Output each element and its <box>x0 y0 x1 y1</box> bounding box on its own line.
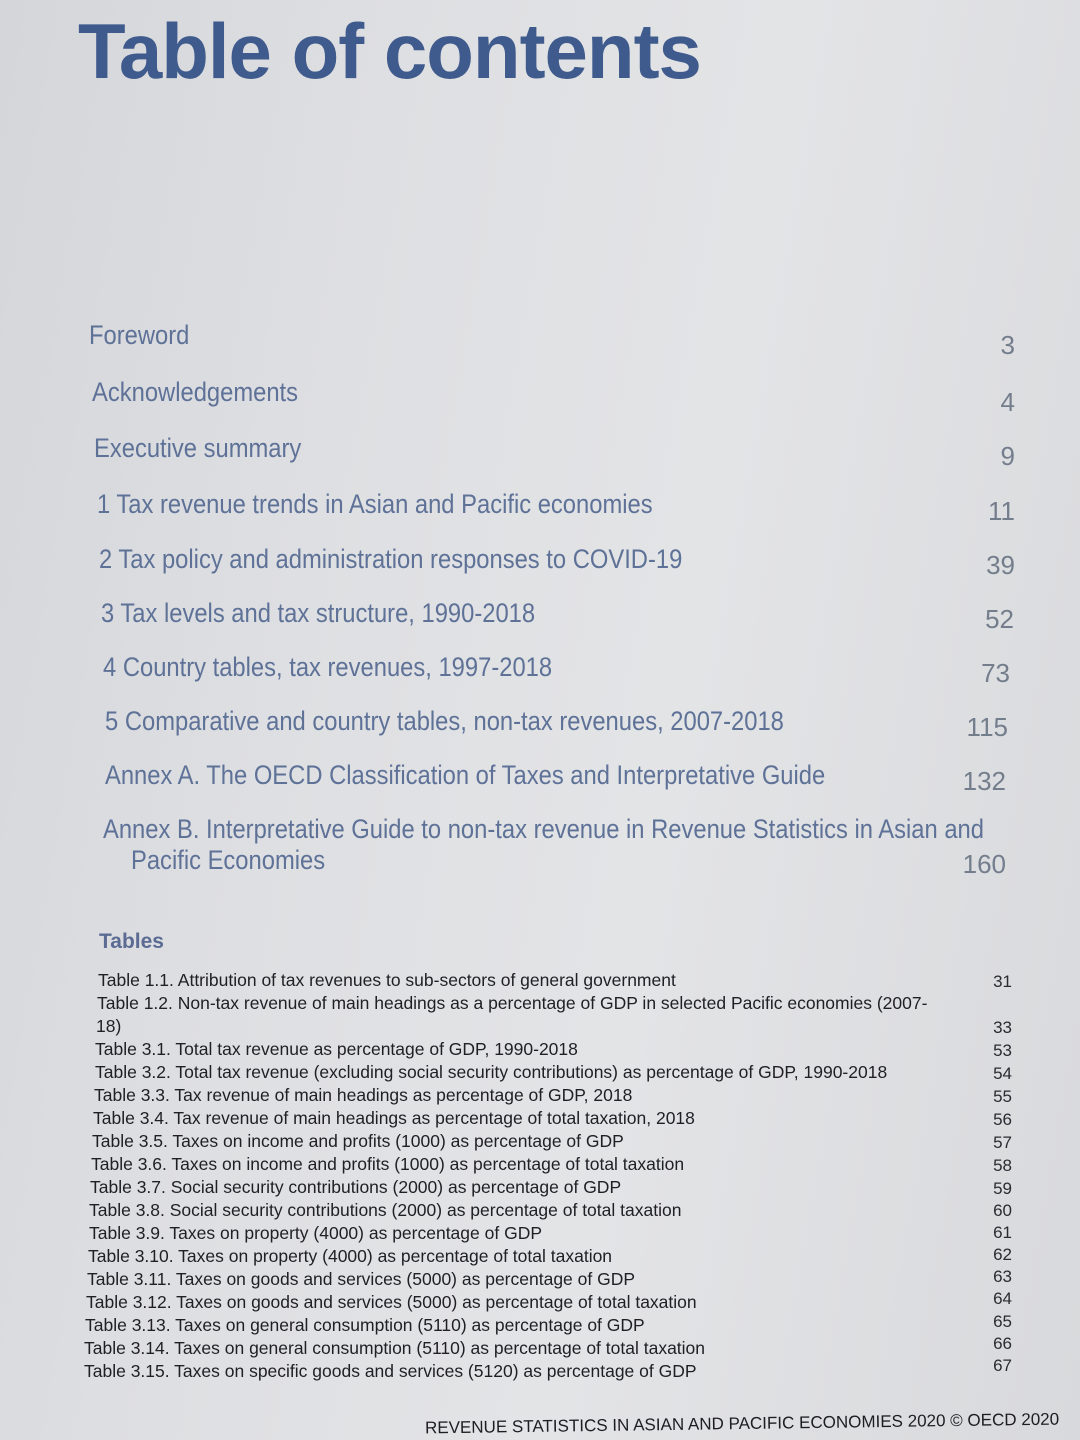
toc-entry <box>0 814 1080 879</box>
toc-entry-page: 52 <box>985 604 1014 634</box>
toc-entry-page: 132 <box>962 766 1006 796</box>
page-title: Table of contents <box>78 7 701 95</box>
toc-entry-label: Acknowledgements <box>92 377 299 407</box>
table-list-page: 31 <box>993 972 1012 991</box>
tables-heading: Tables <box>99 930 164 953</box>
table-list-page: 53 <box>993 1041 1012 1060</box>
toc-entry-page: 160 <box>962 849 1006 879</box>
page-footer: REVENUE STATISTICS IN ASIAN AND PACIFIC ECONOMIES 2020 © OECD 2020 <box>424 1409 1060 1438</box>
toc-entry-label: 1 Tax revenue trends in Asian and Pacific economies <box>97 489 653 519</box>
table-list-page: 57 <box>993 1133 1012 1152</box>
toc-entry <box>0 320 1080 360</box>
table-list-page: 62 <box>993 1245 1012 1264</box>
toc-entry <box>0 652 1080 692</box>
table-list-entry: Table 3.11. Taxes on goods and services (5000) as percentage of GDP <box>87 1269 636 1289</box>
table-list-entry: Table 3.6. Taxes on income and profits (1000) as percentage of total taxation <box>91 1154 685 1174</box>
toc-entry-label: 4 Country tables, tax revenues, 1997-2018 <box>103 652 553 682</box>
table-list-page: 66 <box>993 1334 1012 1353</box>
toc-entry <box>0 706 1080 746</box>
toc-entry-page: 3 <box>1000 330 1015 360</box>
table-list-entry: Table 3.12. Taxes on goods and services (5000) as percentage of total taxation <box>86 1292 697 1312</box>
toc-entry-label: Foreword <box>89 320 190 350</box>
table-list-page: 58 <box>993 1156 1012 1175</box>
table-list-entry: Table 3.3. Tax revenue of main headings as percentage of GDP, 2018 <box>94 1085 633 1105</box>
table-list-entry: Table 3.5. Taxes on income and profits (1000) as percentage of GDP <box>92 1131 624 1151</box>
table-list-entry: Table 3.8. Social security contributions (2000) as percentage of total taxation <box>89 1200 682 1220</box>
toc-entry-label: 2 Tax policy and administration responses to COVID-19 <box>99 544 683 574</box>
toc-entry-label-continued: Pacific Economies <box>131 845 326 875</box>
toc-entry-label: 5 Comparative and country tables, non-tax revenues, 2007-2018 <box>105 706 784 736</box>
toc-entry-page: 73 <box>981 658 1010 688</box>
toc-entry <box>0 760 1080 800</box>
table-list-entry: Table 3.4. Tax revenue of main headings as percentage of total taxation, 2018 <box>93 1108 695 1128</box>
table-list-entry: Table 3.7. Social security contributions (2000) as percentage of GDP <box>90 1177 622 1197</box>
toc-entry <box>0 377 1080 417</box>
toc-entry <box>0 544 1080 584</box>
table-list-page: 65 <box>993 1312 1012 1331</box>
table-list-entry: Table 3.9. Taxes on property (4000) as percentage of GDP <box>89 1223 543 1243</box>
toc-entry <box>0 598 1080 638</box>
toc-entry-label: Annex B. Interpretative Guide to non-tax revenue in Revenue Statistics in Asian and <box>103 814 984 844</box>
table-list-entry: Table 1.2. Non-tax revenue of main headings as a percentage of GDP in selected Pacific economies (2007- <box>97 993 928 1013</box>
table-list-page: 64 <box>993 1289 1012 1308</box>
table-list-entry: Table 3.10. Taxes on property (4000) as percentage of total taxation <box>88 1246 613 1266</box>
toc-entry-page: 39 <box>986 550 1015 580</box>
table-list-page: 63 <box>993 1267 1012 1286</box>
table-list-entry: Table 3.13. Taxes on general consumption (5110) as percentage of GDP <box>85 1315 645 1335</box>
toc-entry-label: Annex A. The OECD Classification of Taxes and Interpretative Guide <box>105 760 826 790</box>
toc-entry-page: 4 <box>1000 387 1015 417</box>
toc-entry-label: 3 Tax levels and tax structure, 1990-2018 <box>101 598 536 628</box>
table-list-page: 55 <box>993 1087 1012 1106</box>
table-list-entry: Table 3.15. Taxes on specific goods and services (5120) as percentage of GDP <box>84 1361 697 1381</box>
table-list-entry-continued: 18) <box>96 1016 122 1036</box>
table-list-entry: Table 3.2. Total tax revenue (excluding social security contributions) as percentage of GDP, 1990-2018 <box>95 1062 888 1082</box>
toc-entry-page: 115 <box>966 712 1008 742</box>
table-list-page: 61 <box>993 1223 1012 1242</box>
toc-entry <box>0 433 1080 473</box>
toc-entry-page: 11 <box>988 496 1015 526</box>
toc-entry-page: 9 <box>1000 441 1015 471</box>
table-list-page: 67 <box>993 1356 1012 1375</box>
table-list-page: 59 <box>993 1179 1012 1198</box>
table-list-entry: Table 3.1. Total tax revenue as percentage of GDP, 1990-2018 <box>95 1039 578 1059</box>
table-list-entry: Table 1.1. Attribution of tax revenues to sub-sectors of general government <box>98 970 676 990</box>
table-list-page: 56 <box>993 1110 1012 1129</box>
table-list-page: 54 <box>993 1064 1012 1083</box>
table-list-entry: Table 3.14. Taxes on general consumption (5110) as percentage of total taxation <box>84 1338 706 1358</box>
toc-entry-label: Executive summary <box>94 433 302 463</box>
table-list-page: 33 <box>993 1018 1012 1037</box>
toc-entry <box>0 489 1080 529</box>
table-list-page: 60 <box>993 1201 1012 1220</box>
